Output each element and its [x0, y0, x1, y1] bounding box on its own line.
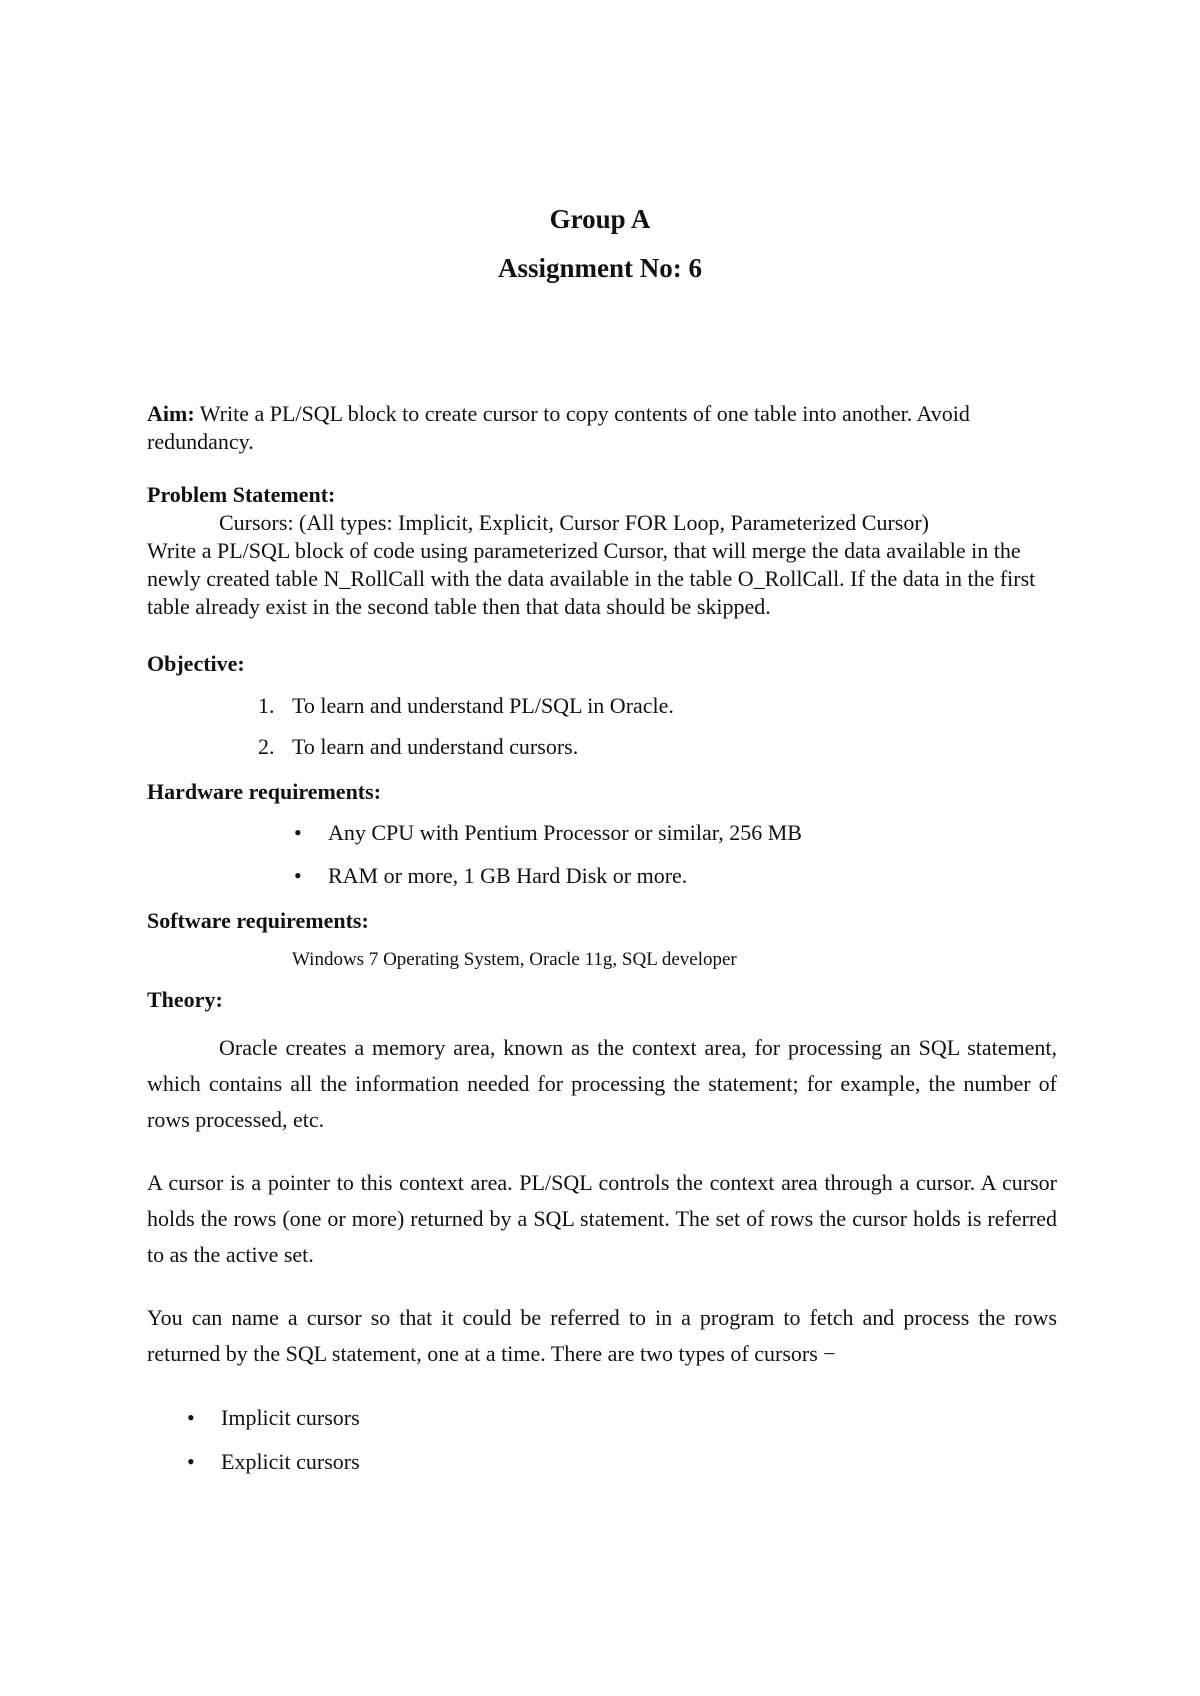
hardware-item	[294, 820, 802, 846]
cursor-type-text: Explicit cursors	[221, 1449, 360, 1474]
bullet-icon: •	[187, 1405, 195, 1430]
bullet-icon: •	[294, 863, 302, 888]
objective-label: Objective:	[147, 651, 245, 676]
hardware-item-text: Any CPU with Pentium Processor or similar, 256 MB	[328, 820, 802, 845]
theory-paragraph: A cursor is a pointer to this context area. PL/SQL controls the context area through a cursor. A cursor holds the rows (one or more) returned by a SQL statement. The set of rows the cursor holds is referred to as the active set.	[147, 1170, 1057, 1267]
cursor-type-text: Implicit cursors	[221, 1405, 360, 1430]
objective-item	[258, 693, 674, 719]
objective-item-number: 1.	[258, 693, 275, 718]
hardware-item	[294, 863, 687, 889]
hardware-label: Hardware requirements:	[147, 779, 382, 804]
objective-item-number: 2.	[258, 734, 275, 759]
problem-statement-line1: Cursors: (All types: Implicit, Explicit, Cursor FOR Loop, Parameterized Cursor)	[219, 510, 930, 535]
cursor-type-item	[187, 1449, 360, 1475]
objective-item-text: To learn and understand cursors.	[292, 734, 579, 759]
cursor-type-item	[187, 1405, 360, 1431]
bullet-icon: •	[294, 820, 302, 845]
problem-statement-label: Problem Statement:	[147, 482, 336, 507]
aim-section	[147, 400, 1057, 456]
bullet-icon: •	[187, 1449, 195, 1474]
theory-paragraph: Oracle creates a memory area, known as the context area, for processing an SQL statement, which contains all the information needed for processing the statement; for example, the number of rows processed, etc.	[147, 1035, 1057, 1132]
theory-paragraph: You can name a cursor so that it could be referred to in a program to fetch and process the rows returned by the SQL statement, one at a time. There are two types of cursors −	[147, 1305, 1057, 1366]
problem-statement-text: Write a PL/SQL block of code using parameterized Cursor, that will merge the data available in the newly created table N_RollCall with the data available in the table O_RollCall. If the data in the first table already exist in the second table then that data should be skipped.	[147, 538, 1036, 619]
software-text: Windows 7 Operating System, Oracle 11g, SQL developer	[292, 949, 737, 970]
assignment-title: Assignment No: 6	[497, 253, 702, 283]
software-label: Software requirements:	[147, 908, 369, 933]
problem-statement-section	[147, 481, 1057, 621]
aim-label: Aim:	[147, 401, 195, 426]
group-title: Group A	[549, 204, 651, 234]
objective-item	[258, 734, 578, 760]
aim-text: Write a PL/SQL block to create cursor to copy contents of one table into another. Avoid redundancy.	[147, 401, 970, 454]
theory-label: Theory:	[147, 987, 223, 1012]
objective-item-text: To learn and understand PL/SQL in Oracle.	[292, 693, 674, 718]
hardware-item-text: RAM or more, 1 GB Hard Disk or more.	[328, 863, 688, 888]
